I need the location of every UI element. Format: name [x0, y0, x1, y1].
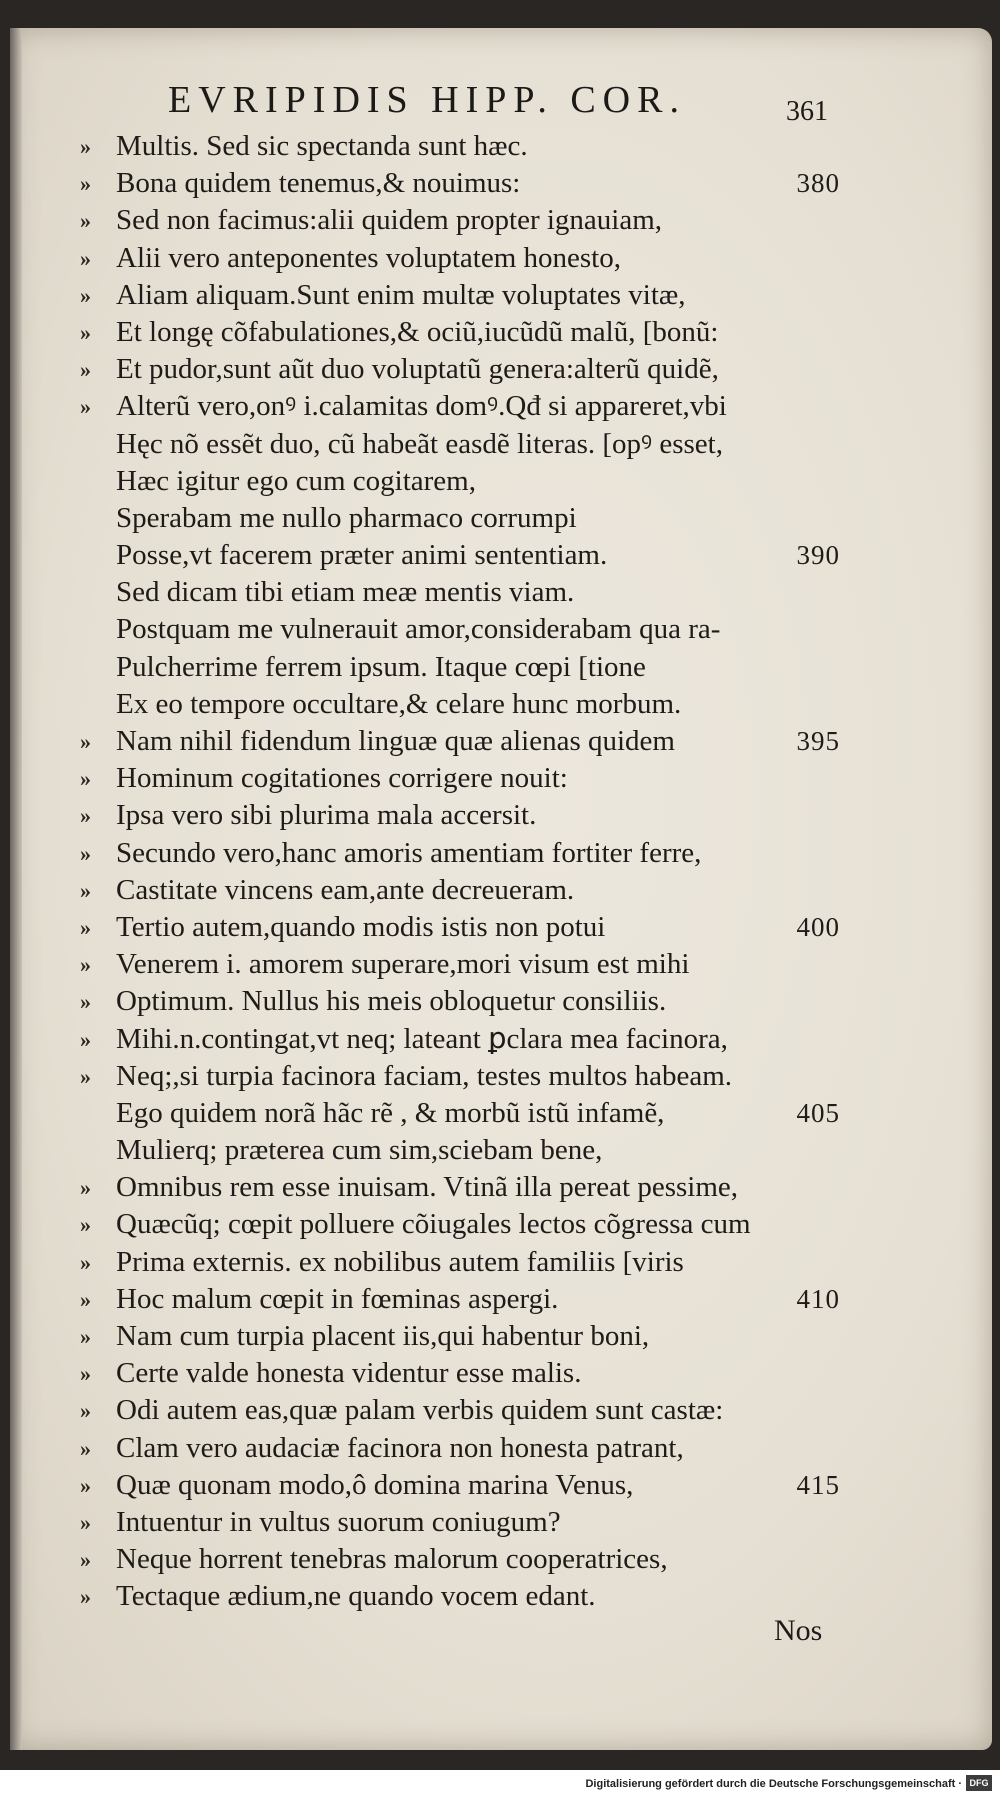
verse-line — [80, 1318, 840, 1355]
verse-line — [80, 1169, 840, 1206]
quotation-mark: » — [80, 245, 91, 271]
verse-text: Venerem i. amorem superare,mori visum est mihi — [116, 948, 690, 981]
verse-line — [80, 202, 840, 239]
quotation-mark: » — [80, 1472, 91, 1498]
verse-line — [80, 426, 840, 463]
verse-line — [80, 797, 840, 834]
verse-text: Posse,vt facerem præter animi sententiam. — [116, 539, 608, 572]
verse-text: Multis. Sed sic spectanda sunt hæc. — [116, 130, 528, 162]
verse-text: Ex eo tempore occultare,& celare hunc morbum. — [116, 687, 682, 720]
verse-text: Aliam aliquam.Sunt enim multæ voluptates vitæ, — [116, 278, 686, 311]
verse-line — [80, 388, 840, 425]
quotation-mark: » — [80, 1547, 91, 1573]
verse-text: Mulierq; præterea cum sim,sciebam bene, — [116, 1134, 603, 1167]
verse-line — [80, 165, 840, 202]
quotation-mark: » — [80, 1398, 91, 1424]
verse-line — [80, 240, 840, 277]
verse-text: Nam cum turpia placent iis,qui habentur boni, — [116, 1320, 650, 1352]
quotation-mark: » — [80, 803, 91, 829]
verse-line — [80, 909, 840, 946]
verse-text: Hoc malum cœpit in fœminas aspergi. — [116, 1282, 559, 1315]
quotation-mark: » — [80, 1286, 91, 1312]
verse-line — [80, 537, 840, 574]
verse-line — [80, 723, 840, 760]
verse-line — [80, 983, 840, 1020]
quotation-mark: » — [80, 1175, 91, 1201]
verse-line — [80, 463, 840, 500]
verse-text: Hæc igitur ego cum cogitarem, — [116, 464, 476, 497]
verse-text: Et longę cõfabulationes,& ociũ,iucũdũ malũ, [bonũ: — [116, 315, 719, 348]
verse-line — [80, 314, 840, 351]
verse-line — [80, 1281, 840, 1318]
verse-line — [80, 649, 840, 686]
verse-text: Secundo vero,hanc amoris amentiam fortiter ferre, — [116, 836, 702, 869]
verse-line — [80, 1095, 840, 1132]
line-number: 380 — [796, 168, 840, 199]
verse-text: Pulcherrime ferrem ipsum. Itaque cœpi [tione — [116, 650, 646, 683]
quotation-mark: » — [80, 171, 91, 197]
verse-line — [80, 1430, 840, 1467]
verse-line — [80, 1355, 840, 1392]
quotation-mark: » — [80, 914, 91, 940]
verse-line — [80, 1132, 840, 1169]
quotation-mark: » — [80, 840, 91, 866]
verse-line — [80, 1021, 840, 1058]
quotation-mark: » — [80, 208, 91, 234]
verse-line — [80, 686, 840, 723]
verse-line — [80, 351, 840, 388]
line-number: 410 — [796, 1283, 840, 1314]
verse-text: Tertio autem,quando modis istis non potui — [116, 910, 606, 943]
verse-line — [80, 1467, 840, 1504]
verse-lines — [80, 128, 840, 1616]
verse-text: Sperabam me nullo pharmaco corrumpi — [116, 501, 577, 534]
verse-text: Sed non facimus:alii quidem propter ignauiam, — [116, 204, 663, 237]
line-number: 415 — [796, 1469, 840, 1500]
verse-text: Omnibus rem esse inuisam. Vtinã illa pereat pessime, — [116, 1171, 739, 1204]
verse-line — [80, 1206, 840, 1243]
quotation-mark: » — [80, 394, 91, 420]
quotation-mark: » — [80, 319, 91, 345]
quotation-mark: » — [80, 729, 91, 754]
verse-line — [80, 1578, 840, 1615]
quotation-mark: » — [80, 134, 91, 159]
verse-text: Postquam me vulnerauit amor,considerabam qua ra- — [116, 613, 721, 646]
quotation-mark: » — [80, 357, 91, 383]
verse-line — [80, 946, 840, 983]
verse-text: Alii vero anteponentes voluptatem honesto, — [116, 241, 621, 274]
verse-line — [80, 1541, 840, 1578]
quotation-mark: » — [80, 1584, 91, 1610]
quotation-mark: » — [80, 1361, 91, 1387]
quotation-mark: » — [80, 282, 91, 308]
verse-text: Neq;,si turpia facinora faciam, testes multos habeam. — [116, 1059, 733, 1092]
verse-text: Alterũ vero,onꝰ i.calamitas domꝰ.Qđ si appareret,vbi — [116, 390, 727, 423]
verse-text: Quæ quonam modo,ô domina marina Venus, — [116, 1468, 634, 1501]
quotation-mark: » — [80, 989, 91, 1015]
quotation-mark: » — [80, 1249, 91, 1275]
digitization-credit: Digitalisierung gefördert durch die Deutsche Forschungsgemeinschaft · — [585, 1778, 962, 1790]
verse-text: Sed dicam tibi etiam meæ mentis viam. — [116, 576, 575, 609]
verse-line — [80, 128, 840, 165]
quotation-mark: » — [80, 877, 91, 903]
verse-line — [80, 835, 840, 872]
page-gutter — [10, 28, 22, 1750]
verse-text: Prima externis. ex nobilibus autem familiis [viris — [116, 1245, 684, 1278]
quotation-mark: » — [80, 1026, 91, 1052]
verse-text: Ipsa vero sibi plurima mala accersit. — [116, 799, 537, 832]
verse-line — [80, 872, 840, 909]
page-number: 361 — [786, 96, 828, 127]
line-number: 390 — [796, 540, 840, 571]
verse-text: Odi autem eas,quæ palam verbis quidem sunt castæ: — [116, 1394, 724, 1427]
verse-text: Castitate vincens eam,ante decreueram. — [116, 873, 575, 906]
verse-text: Tectaque ædium,ne quando vocem edant. — [116, 1580, 596, 1613]
verse-text: Hominum cogitationes corrigere nouit: — [116, 762, 568, 795]
verse-text: Clam vero audaciæ facinora non honesta patrant, — [116, 1431, 684, 1464]
verse-text: Hęc nõ essẽt duo, cũ habeãt easdẽ literas. [opꝰ esset, — [116, 427, 723, 460]
verse-text: Ego quidem norã hãc rẽ , & morbũ istũ infamẽ, — [116, 1096, 665, 1129]
verse-line — [80, 1392, 840, 1429]
verse-text: Nam nihil fidendum linguæ quæ alienas quidem — [116, 725, 675, 757]
catchword: Nos — [774, 1614, 823, 1647]
quotation-mark: » — [80, 1435, 91, 1461]
verse-text: Quæcũq; cœpit polluere cõiugales lectos cõgressa cum — [116, 1208, 751, 1241]
verse-line — [80, 760, 840, 797]
quotation-mark: » — [80, 1212, 91, 1238]
verse-line — [80, 500, 840, 537]
quotation-mark: » — [80, 952, 91, 978]
quotation-mark: » — [80, 1063, 91, 1089]
verse-text: Et pudor,sunt aũt duo voluptatũ genera:alterũ quidẽ, — [116, 353, 719, 386]
verse-text: Optimum. Nullus his meis obloquetur consiliis. — [116, 985, 667, 1018]
verse-line — [80, 574, 840, 611]
verse-text: Mihi.n.contingat,vt neq; lateant ꝑclara mea facinora, — [116, 1022, 728, 1055]
verse-line — [80, 1504, 840, 1541]
line-number: 405 — [796, 1097, 840, 1128]
quotation-mark: » — [80, 766, 91, 792]
quotation-mark: » — [80, 1509, 91, 1535]
verse-line — [80, 277, 840, 314]
line-number: 400 — [796, 911, 840, 942]
verse-text: Certe valde honesta videntur esse malis. — [116, 1357, 582, 1390]
verse-line — [80, 1244, 840, 1281]
verse-text: Neque horrent tenebras malorum cooperatrices, — [116, 1543, 668, 1576]
running-head: EVRIPIDIS HIPP. COR. — [168, 79, 686, 121]
verse-line — [80, 611, 840, 648]
verse-text: Intuentur in vultus suorum coniugum? — [116, 1505, 561, 1538]
quotation-mark: » — [80, 1324, 91, 1349]
verse-text: Bona quidem tenemus,& nouimus: — [116, 167, 521, 200]
verse-line — [80, 1058, 840, 1095]
line-number: 395 — [796, 726, 840, 756]
dfg-logo: DFG — [966, 1775, 992, 1791]
